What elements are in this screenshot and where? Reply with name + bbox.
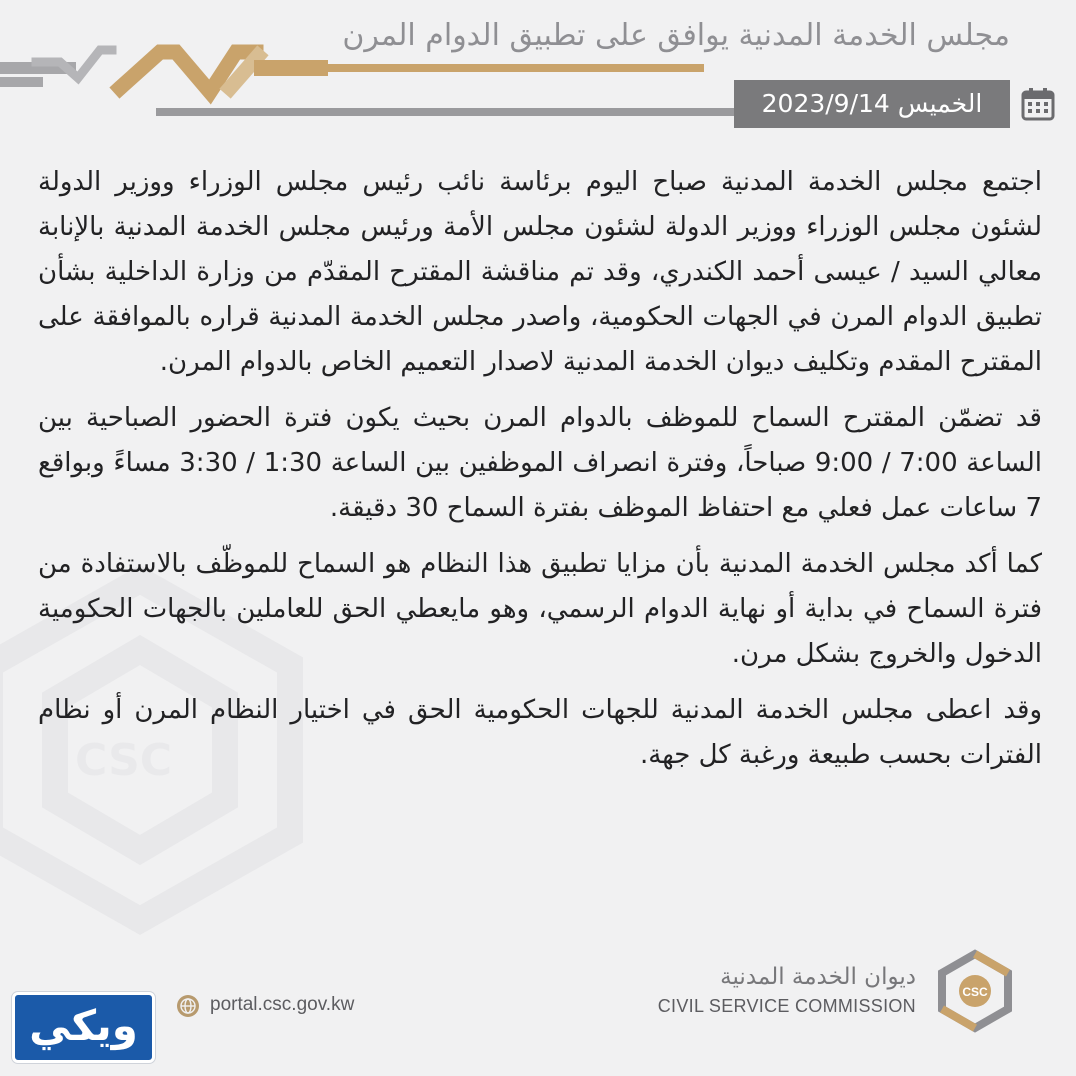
csc-logo-icon bbox=[932, 948, 1018, 1034]
article-body bbox=[38, 160, 1042, 789]
paragraph: اجتمع مجلس الخدمة المدنية صباح اليوم برئاسة نائب رئيس مجلس الوزراء ووزير الدولة لشئون مجلس الوزراء ووزير الدولة لشئون مجلس الأمة ورئيس مجلس الخدمة المدنية بالإنابة معالي السيد / عيسى أحمد الكندري، وقد تم مناقشة المقترح المقدّم من وزارة الداخلية بشأن تطبيق الدوام المرن في الجهات الحكومية، واصدر مجلس الخدمة المدنية قراره بالموافقة على المقترح المقدم وتكليف ديوان الخدمة المدنية لاصدار التعميم الخاص بالدوام المرن. bbox=[38, 167, 1042, 377]
headline: مجلس الخدمة المدنية يوافق على تطبيق الدوام المرن bbox=[342, 18, 1010, 53]
date-label: الخميس 2023/9/14 bbox=[734, 80, 1010, 128]
wiki-logo: ويكي bbox=[12, 992, 155, 1063]
portal-link[interactable]: portal.csc.gov.kw bbox=[210, 994, 355, 1015]
paragraph: كما أكد مجلس الخدمة المدنية بأن مزايا تطبيق هذا النظام هو السماح للموظّف بالاستفادة من فترة السماح في بداية أو نهاية الدوام الرسمي، وهو مايعطي الحق للعاملين بالجهات الحكومية الدخول والخروج بشكل مرن. bbox=[38, 549, 1042, 669]
org-name-en: CIVIL SERVICE COMMISSION bbox=[657, 996, 916, 1016]
paragraph: وقد اعطى مجلس الخدمة المدنية للجهات الحكومية الحق في اختيار النظام المرن أو نظام الفترات بحسب طبيعة ورغبة كل جهة. bbox=[38, 695, 1042, 770]
org-name-ar: ديوان الخدمة المدنية bbox=[720, 964, 916, 990]
watermark-text: CSC bbox=[75, 735, 173, 786]
globe-icon bbox=[176, 994, 200, 1018]
calendar-icon bbox=[1020, 86, 1056, 122]
logo-text: CSC bbox=[962, 985, 988, 999]
paragraph: قد تضمّن المقترح السماح للموظف بالدوام المرن بحيث يكون فترة الحضور الصباحية بين الساعة 7:00 / 9:00 صباحاً، وفترة انصراف الموظفين بين الساعة 1:30 / 3:30 مساءً وبواقع 7 ساعات عمل فعلي مع احتفاظ الموظف بفترة السماح 30 دقيقة. bbox=[38, 403, 1042, 523]
